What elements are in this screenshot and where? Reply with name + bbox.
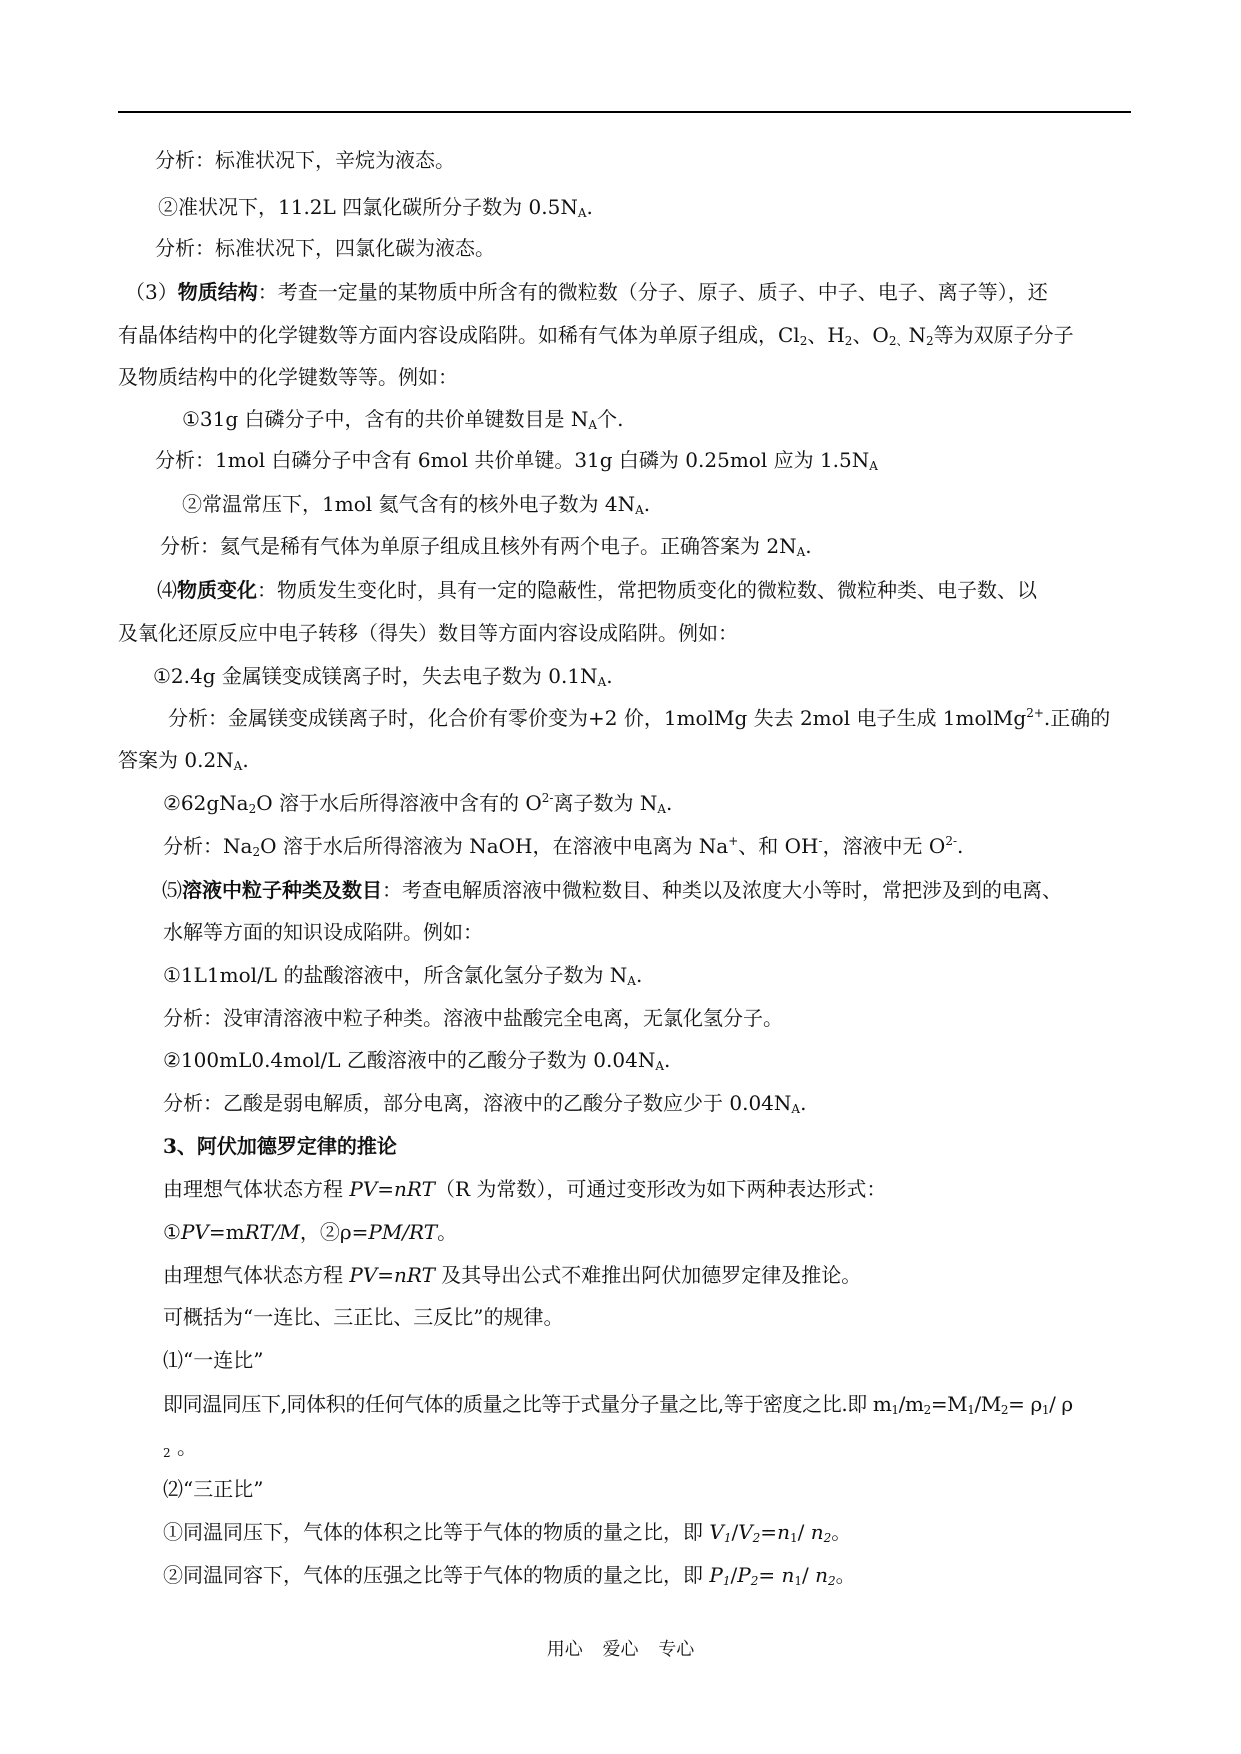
subheading-line: ⑴“一连比” <box>163 1348 264 1372</box>
section-heading-structure: （3）物质结构：考查一定量的某物质中所含有的微粒数（分子、原子、质子、中子、电子、离子等），还 <box>125 280 1048 304</box>
example-line: ②准状况下，11.2L 四氯化碳所分子数为 $0.5N_A$. <box>158 195 593 220</box>
example-line: ①31g 白磷分子中，含有的共价单键数目是 $N_A$个. <box>182 407 624 432</box>
example-line: ①1L1mol/L 的盐酸溶液中，所含氯化氢分子数为 $N_A$. <box>163 963 643 988</box>
example-line: ②常温常压下，1mol 氦气含有的核外电子数为 $4N_A$. <box>182 492 651 517</box>
analysis-line: 分析：标准状况下，辛烷为液态。 <box>155 148 455 172</box>
section-heading-solution: ⑸溶液中粒子种类及数目：考查电解质溶液中微粒数目、种类以及浓度大小等时，常把涉及到的电离、 <box>162 878 1062 902</box>
analysis-line: 分析：$Na_2O$ 溶于水后所得溶液为 NaOH，在溶液中电离为 Na+、和 OH-，溶液中无 $O^{2-}$. <box>163 834 964 859</box>
analysis-line: 答案为 $0.2N_A$. <box>118 748 249 773</box>
formula-line: ①同温同压下，气体的体积之比等于气体的物质的量之比，即 $V_1/V_2=n_1/$ $n_2$。 <box>163 1520 852 1545</box>
section-heading-change: ⑷物质变化：物质发生变化时，具有一定的隐蔽性，常把物质变化的微粒数、微粒种类、电子数、以 <box>157 578 1037 602</box>
analysis-line: 分析：乙酸是弱电解质，部分电离，溶液中的乙酸分子数应少于 $0.04N_A$. <box>163 1091 807 1116</box>
paragraph-line: 及物质结构中的化学键数等等。例如： <box>118 365 458 389</box>
formula-line: ①PV=mRT/M，②ρ=PM/RT。 <box>163 1220 458 1244</box>
analysis-line: 分析：氦气是稀有气体为单原子组成且核外有两个电子。正确答案为 $2N_A$. <box>160 534 812 559</box>
analysis-line: 分析：标准状况下，四氯化碳为液态。 <box>155 236 495 260</box>
paragraph-line: 即同温同压下,同体积的任何气体的质量之比等于式量分子量之比,等于密度之比.即 $m_1/m_2=M_1/M_2= \rho_1/$ ρ <box>163 1392 1073 1417</box>
analysis-line: 分析：1mol 白磷分子中含有 6mol 共价单键。31g 白磷为 0.25mol 应为 $1.5N_A$ <box>155 448 878 473</box>
example-line: ②100mL0.4mol/L 乙酸溶液中的乙酸分子数为 $0.04N_A$. <box>163 1048 671 1073</box>
subheading-line: ⑵“三正比” <box>163 1477 264 1501</box>
example-line: ②62gNa$_2$O 溶于水后所得溶液中含有的 $O^{2-}$离子数为 $N_A$. <box>163 791 673 816</box>
paragraph-line: 可概括为“一连比、三正比、三反比”的规律。 <box>163 1305 564 1329</box>
analysis-line: 分析：金属镁变成镁离子时，化合价有零价变为+2 价，1molMg 失去 2mol 电子生成 1molMg$^{2+}$.正确的 <box>168 706 1111 730</box>
section-title-avogadro: 3、阿伏加德罗定律的推论 <box>163 1134 397 1158</box>
paragraph-line: 由理想气体状态方程 PV=nRT 及其导出公式不难推出阿伏加德罗定律及推论。 <box>163 1263 862 1287</box>
paragraph-line: 水解等方面的知识设成陷阱。例如： <box>163 920 483 944</box>
formula-line: ②同温同容下，气体的压强之比等于气体的物质的量之比，即 $P_1/P_2= n_1/$ $n_2$。 <box>163 1563 856 1588</box>
analysis-line: 分析：没审清溶液中粒子种类。溶液中盐酸完全电离，无氯化氢分子。 <box>163 1006 783 1030</box>
header-rule <box>118 111 1131 113</box>
example-line: ①2.4g 金属镁变成镁离子时，失去电子数为 $0.1N_A$. <box>153 664 613 689</box>
paragraph-line: 及氧化还原反应中电子转移（得失）数目等方面内容设成陷阱。例如： <box>118 621 738 645</box>
paragraph-line: 有晶体结构中的化学键数等方面内容设成陷阱。如稀有气体为单原子组成，$Cl_2$、$H_2$、$O_{2、}N_2$等为双原子分子 <box>118 323 1074 348</box>
paragraph-line: 由理想气体状态方程 PV=nRT（R 为常数），可通过变形改为如下两种表达形式： <box>163 1177 887 1201</box>
page-footer: 用心 爱心 专心 <box>546 1639 695 1660</box>
paragraph-line: $_2$ 。 <box>163 1435 197 1460</box>
